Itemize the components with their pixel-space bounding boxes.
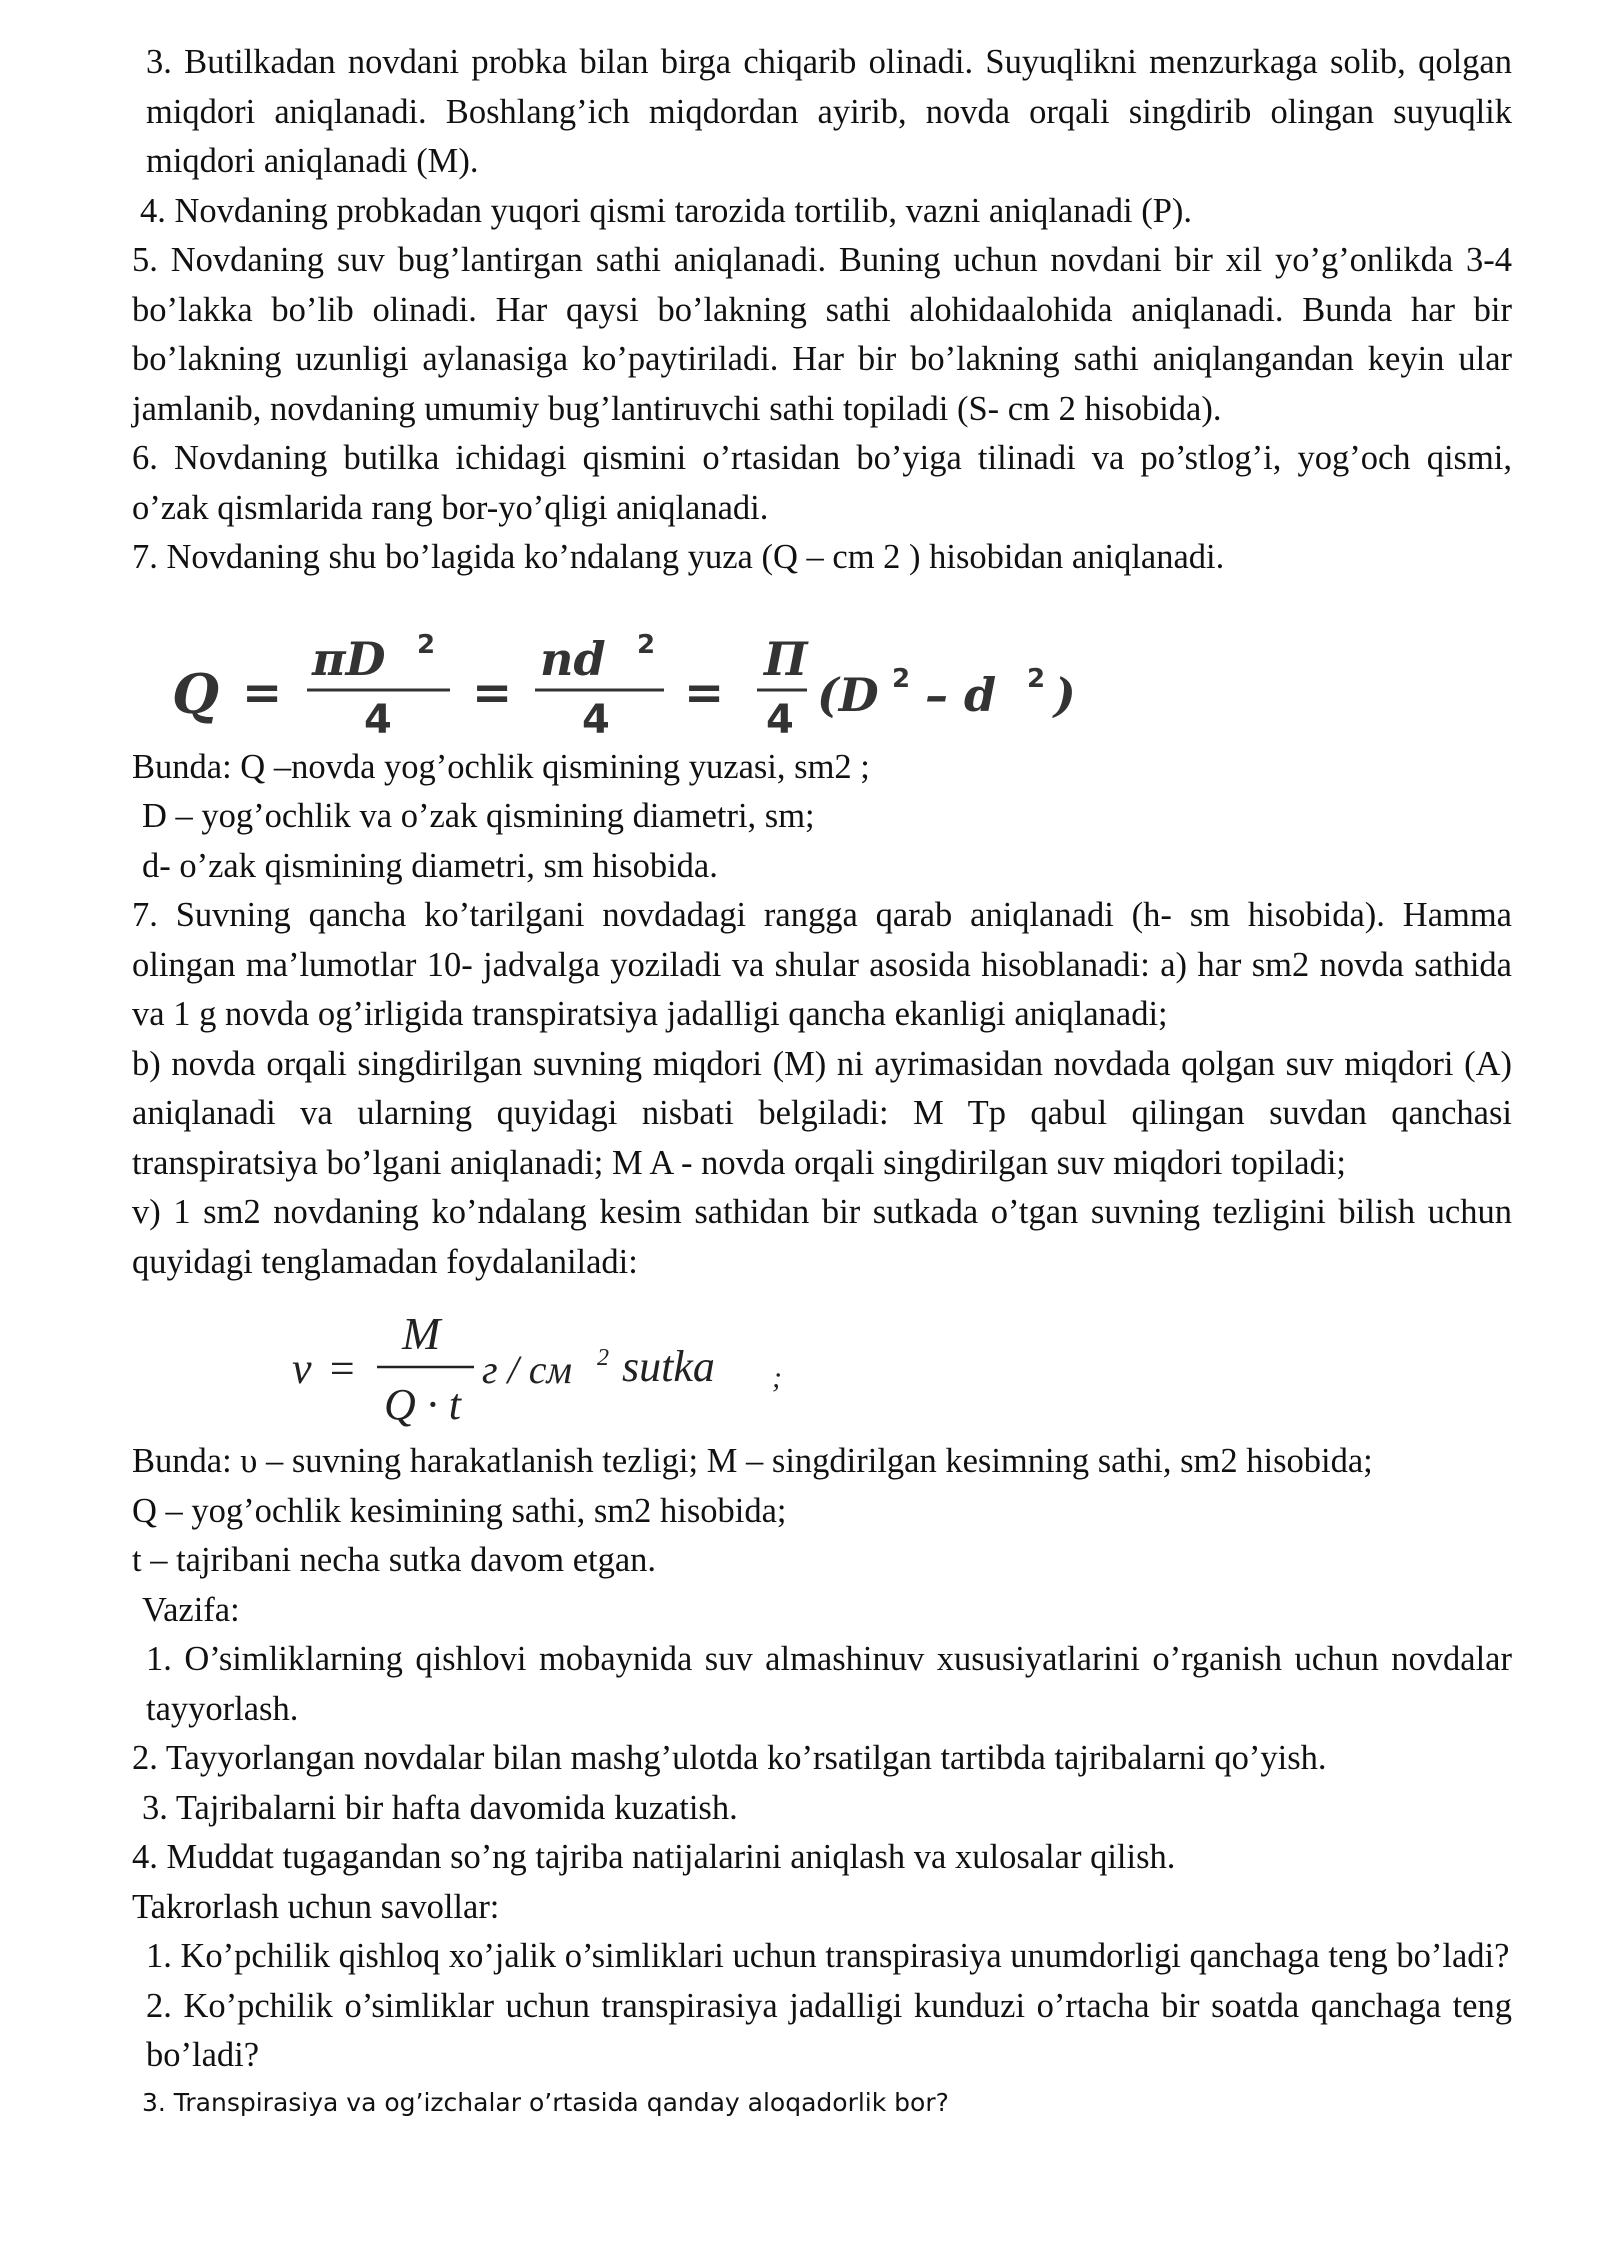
formula-exp-3: 2 (892, 663, 911, 694)
question-1: 1. Ko’pchilik qishloq xo’jalik o’simliklari uchun transpirasiya unumdorligi qanchaga teng bo’ladi? (146, 1937, 1510, 1975)
formula2-end: ; (772, 1361, 782, 1394)
formula-velocity-svg (132, 1287, 932, 1437)
paragraph-step-6: 6. Novdaning butilka ichidagi qismini o’rtasidan bo’yiga tilinadi va po’stlog’i, yog’och qismi, o’zak qismlarida rang bor-yo’qligi aniqlanadi. (132, 439, 1512, 527)
formula-den-2: 4 (582, 696, 610, 743)
formula2-unit: г / см (482, 1347, 572, 1392)
formula-v: v (292, 1344, 312, 1393)
paragraph-step-7: 7. Novdaning shu bo’lagida ko’ndalang yuza (Q – cm 2 ) hisobidan aniqlanadi. (132, 538, 1225, 576)
formula-paren-open: (D (817, 667, 879, 722)
paragraph-step-4: 4. Novdaning probkadan yuqori qismi tarozida tortilib, vazni aniqlanadi (P). (140, 191, 1193, 230)
task-3: 3. Tajribalarni bir hafta davomida kuzatish. (142, 1788, 738, 1827)
formula2-eq: = (327, 1344, 357, 1393)
formula-exp-2: 2 (637, 629, 656, 660)
heading-vazifa: Vazifa: (142, 1590, 240, 1629)
question-2: 2. Ko’pchilik o’simliklar uchun transpirasiya jadalligi kunduzi o’rtacha bir soatda qanchaga teng bo’ladi? (146, 1986, 1512, 2074)
paragraph-b: b) novda orqali singdirilgan suvning miqdori (M) ni ayrimasidan novdada qolgan suv miqdori (A) aniqlanadi va ularning quyidagi nisbati belgiladi: M Tp qabul qilingan suvdan qanchasi transpiratsiya bo’lgani aniqlanadi; M A - novda orqali singdirilgan suv miqdori topiladi; (132, 1044, 1512, 1182)
document-page (132, 38, 1512, 2125)
formula-paren-close: ) (1054, 667, 1076, 722)
paragraph-v: v) 1 sm2 novdaning ko’ndalang kesim sathidan bir sutkada o’tgan suvning tezligini bilish uchun quyidagi tenglamadan foydalaniladi: (132, 1193, 1512, 1281)
formula-num-1: πD (312, 631, 386, 686)
task-4: 4. Muddat tugagandan so’ng tajriba natijalarini aniqlash va xulosalar qilish. (132, 1838, 1176, 1876)
formula2-den: Q · t (384, 1380, 461, 1429)
formula-velocity (132, 1287, 1512, 1437)
formula-exp-4: 2 (1027, 663, 1046, 694)
paragraph-step-3: 3. Butilkadan novdani probka bilan birga chiqarib olinadi. Suyuqlikni menzurkaga solib, qolgan miqdori aniqlanadi. Boshlang’ich miqdordan ayirib, novda orqali singdirib olingan suyuqlik miqdori aniqlanadi (M). (146, 43, 1512, 180)
paragraph-bunda-d-upper: D – yog’ochlik va o’zak qismining diametri, sm; (142, 797, 815, 835)
formula-minus-d: – d (925, 667, 997, 722)
paragraph-step-7b: 7. Suvning qancha ko’tarilgani novdadagi rangga qarab aniqlanadi (h- sm hisobida). Hamma olingan ma’lumotlar 10- jadvalga yoziladi va shular asosida hisoblanadi: a) har sm2 novda sathida va 1 g novda og’irligida transpiratsiya jadalligi qancha ekanligi aniqlanadi; (132, 896, 1512, 1033)
formula2-num: M (402, 1308, 441, 1359)
paragraph-bunda-q: Bunda: Q –novda yog’ochlik qismining yuzasi, sm2 ; (132, 747, 870, 786)
paragraph-bunda-d-lower: d- o’zak qismining diametri, sm hisobida. (142, 846, 718, 885)
paragraph-bunda-v: Bunda: υ – suvning harakatlanish tezligi; M – singdirilgan kesimning sathi, sm2 hisobida; (132, 1442, 1373, 1480)
formula-num-3: Π (764, 631, 808, 686)
formula-num-2: nd (540, 631, 606, 686)
paragraph-q-definition: Q – yog’ochlik kesimining sathi, sm2 hisobida; (132, 1491, 787, 1530)
formula-den-1: 4 (364, 696, 392, 743)
formula-den-3: 4 (766, 696, 794, 743)
formula-eq-2: = (472, 664, 513, 721)
formula-q: Q (172, 661, 220, 726)
task-2: 2. Tayyorlangan novdalar bilan mashg’ulotda ko’rsatilgan tartibda tajribalarni qo’yish. (132, 1739, 1327, 1777)
formula-exp-1: 2 (417, 629, 436, 660)
formula-cross-section-area (132, 583, 1512, 743)
paragraph-step-5: 5. Novdaning suv bug’lantirgan sathi aniqlanadi. Buning uchun novdani bir xil yo’g’onlikda 3-4 bo’lakka bo’lib olinadi. Har qaysi bo’lakning sathi alohidaalohida aniqlanadi. Bunda har bir bo’lakning uzunligi aylanasiga ko’paytiriladi. Har bir bo’lakning sathi aniqlangandan keyin ular jamlanib, novdaning umumiy bug’lantiruvchi sathi topiladi (S- cm 2 hisobida). (132, 241, 1512, 428)
formula-cross-section-svg (132, 583, 1132, 743)
formula-eq-1: = (242, 664, 283, 721)
formula2-exp: 2 (597, 1345, 609, 1371)
formula2-tail: sutka (622, 1342, 715, 1391)
paragraph-t-definition: t – tajribani necha sutka davom etgan. (132, 1541, 657, 1579)
task-1: 1. O’simliklarning qishlovi mobaynida suv almashinuv xususiyatlarini o’rganish uchun novdalar tayyorlash. (146, 1640, 1512, 1728)
heading-review-questions: Takrorlash uchun savollar: (132, 1887, 500, 1926)
formula-eq-3: = (684, 664, 725, 721)
question-3: 3. Transpirasiya va og’izchalar o’rtasida qanday aloqadorlik bor? (142, 2087, 949, 2117)
